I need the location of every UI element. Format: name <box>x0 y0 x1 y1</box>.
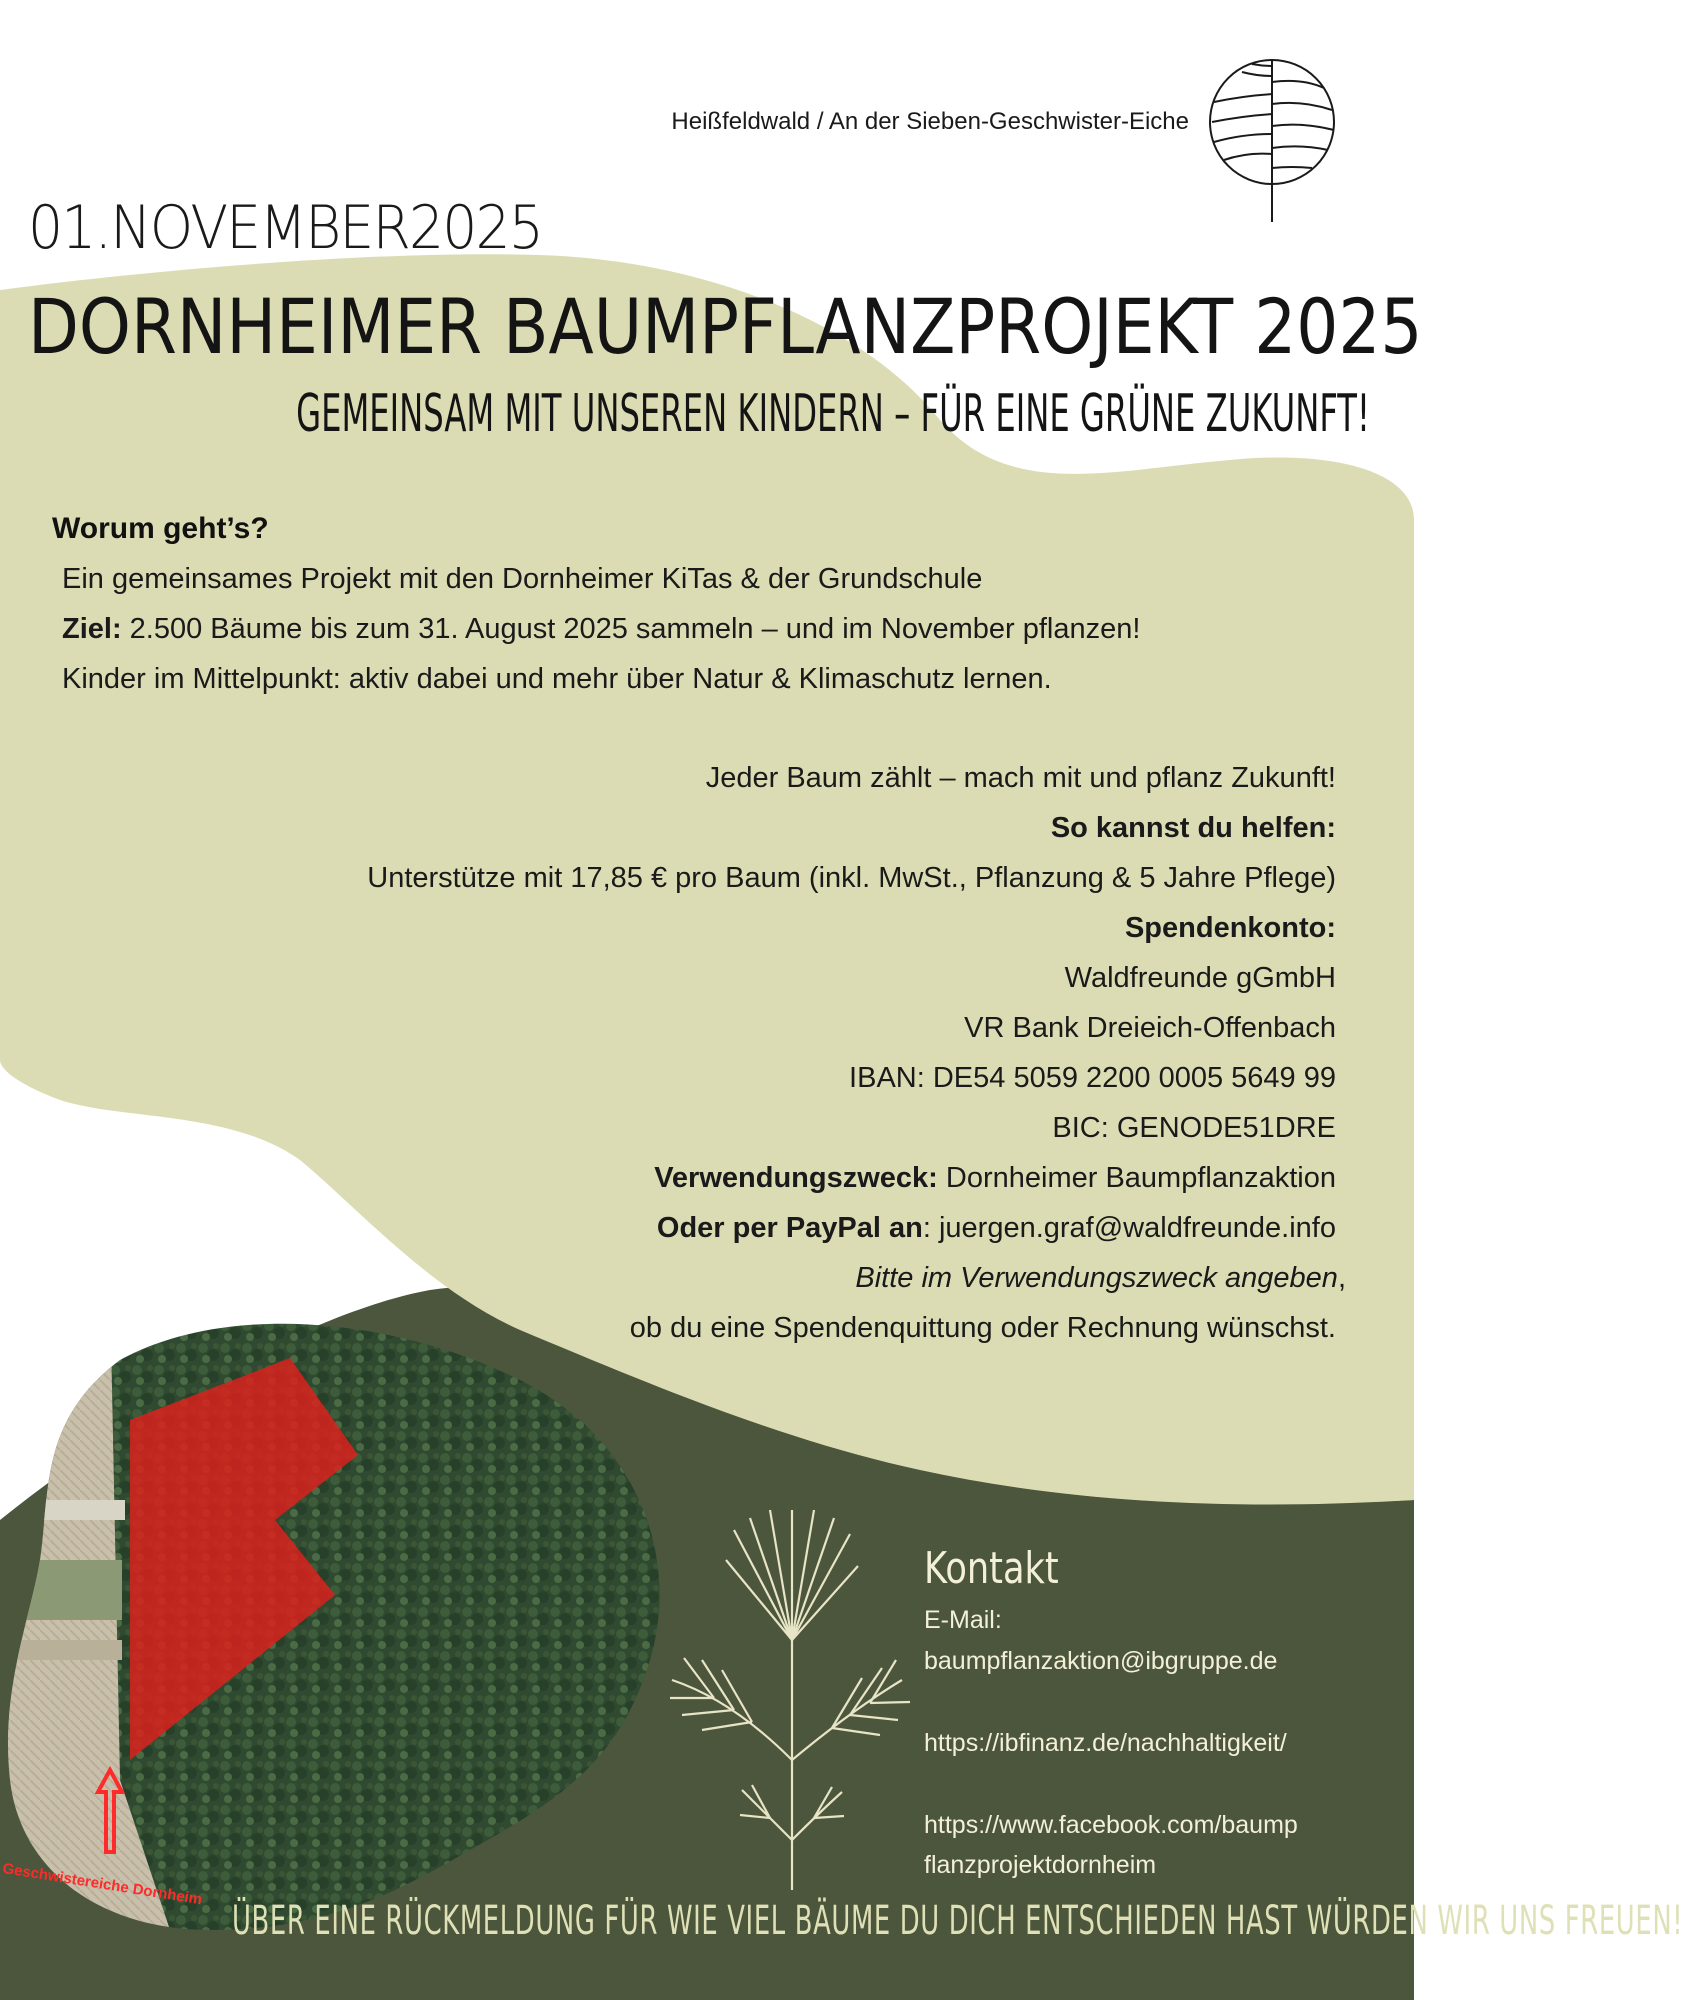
purpose-label: Verwendungszweck: <box>654 1162 938 1194</box>
iban: IBAN: DE54 5059 2200 0005 5649 99 <box>849 1062 1336 1094</box>
page-subtitle: GEMEINSAM MIT UNSEREN KINDERN – FÜR EINE GRÜNE ZUKUNFT! <box>296 384 1370 444</box>
page-title: DORNHEIMER BAUMPFLANZPROJEKT 2025 <box>28 282 1423 371</box>
note-line-1 <box>46 1262 1346 1295</box>
account-heading-text: Spendenkonto: <box>1124 912 1336 944</box>
help-heading-text: So kannst du helfen: <box>1050 812 1336 844</box>
bic: BIC: GENODE51DRE <box>1052 1112 1336 1144</box>
paypal-line <box>36 1212 1336 1245</box>
intro-heading: Worum geht’s? <box>52 512 269 545</box>
note-line-2: ob du eine Spendenquittung oder Rechnung wünschst. <box>629 1312 1336 1344</box>
intro-line-1: Ein gemeinsames Projekt mit den Dornheimer KiTas & der Grundschule <box>62 563 983 595</box>
bank-name: VR Bank Dreieich-Offenbach <box>964 1012 1336 1044</box>
purpose-text: Dornheimer Baumpflanzaktion <box>937 1162 1336 1194</box>
intro-line-3: Kinder im Mittelpunkt: aktiv dabei und mehr über Natur & Klimaschutz lernen. <box>62 663 1052 695</box>
goal-label: Ziel: <box>62 613 122 645</box>
footer-text: ÜBER EINE RÜCKMELDUNG FÜR WIE VIEL BÄUME DU DICH ENTSCHIEDEN HAST WÜRDEN WIR UNS FREUEN! <box>232 1898 1683 1944</box>
note-italic: Bitte im Verwendungszweck angeben <box>855 1262 1338 1294</box>
website-link[interactable]: https://ibfinanz.de/nachhaltigkeit/ <box>924 1729 1287 1757</box>
account-name: Waldfreunde gGmbH <box>1064 962 1336 994</box>
account-heading <box>36 912 1336 945</box>
intro-goal-line <box>62 613 1140 646</box>
location-text: Heißfeldwald / An der Sieben-Geschwister-Eiche <box>671 108 1189 135</box>
email-label: E-Mail: <box>924 1606 1002 1634</box>
paypal-label: Oder per PayPal an <box>656 1212 923 1244</box>
note-comma: , <box>1337 1262 1346 1294</box>
email-link[interactable]: baumpflanzaktion@ibgruppe.de <box>924 1647 1278 1675</box>
help-text: Unterstütze mit 17,85 € pro Baum (inkl. MwSt., Pflanzung & 5 Jahre Pflege) <box>367 862 1336 894</box>
help-heading <box>36 812 1336 845</box>
paypal-text: : juergen.graf@waldfreunde.info <box>922 1212 1336 1244</box>
tree-lineart-icon <box>1210 60 1334 222</box>
event-date: 01.NOVEMBER2025 <box>28 193 543 263</box>
slogan: Jeder Baum zählt – mach mit und pflanz Zukunft! <box>705 762 1336 794</box>
contact-heading: Kontakt <box>924 1543 1059 1594</box>
purpose-line <box>36 1162 1336 1195</box>
goal-text: 2.500 Bäume bis zum 31. August 2025 sammeln – und im November pflanzen! <box>121 613 1141 645</box>
facebook-link-line-1[interactable]: https://www.facebook.com/baump <box>924 1811 1298 1839</box>
map-label: Geschwistereiche Dornheim <box>1 1860 204 1909</box>
facebook-link-line-2[interactable]: flanzprojektdornheim <box>924 1851 1157 1879</box>
